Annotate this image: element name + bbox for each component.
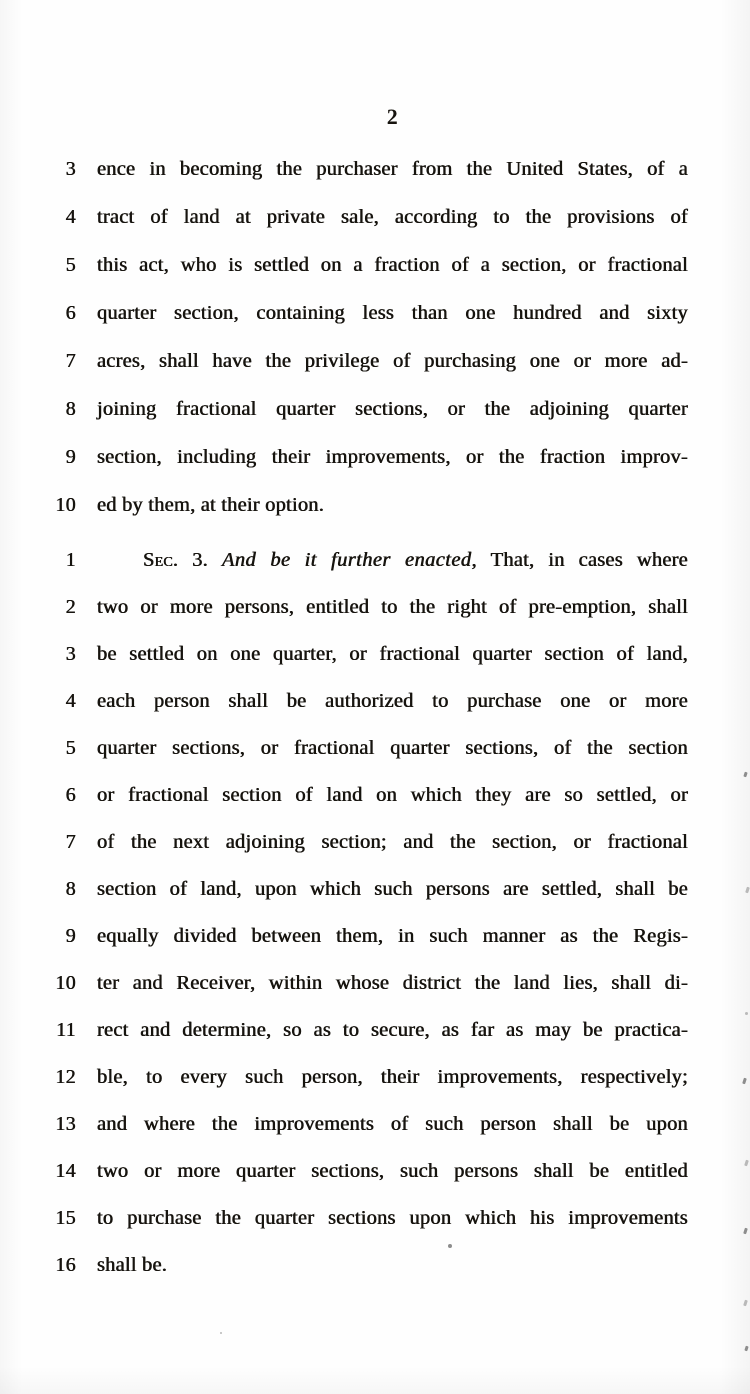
text-line (0, 433, 750, 481)
line-text: be settled on one quarter, or fractional quarter section of land, (97, 643, 688, 665)
text-line (0, 193, 750, 241)
line-number: 15 (55, 1207, 76, 1229)
line-text: ence in becoming the purchaser from the United States, of a (97, 158, 688, 180)
line-number: 9 (65, 446, 76, 468)
paragraph-section-2-continuation (0, 145, 750, 529)
line-number: 8 (65, 878, 76, 900)
scan-speck (745, 1012, 748, 1015)
text-line (0, 481, 750, 529)
line-number: 5 (65, 737, 76, 759)
line-number: 16 (55, 1254, 76, 1276)
line-number: 11 (56, 1019, 76, 1041)
page-number: 2 (386, 104, 399, 129)
line-number: 14 (55, 1160, 76, 1182)
line-text: two or more quarter sections, such persons shall be entitled (97, 1160, 688, 1182)
text-line (0, 866, 750, 913)
line-text: equally divided between them, in such manner as the Regis- (97, 925, 688, 947)
line-text: section of land, upon which such persons are settled, shall be (97, 878, 688, 900)
line-text: two or more persons, entitled to the right of pre-emption, shall (97, 596, 688, 618)
line-number: 3 (65, 643, 76, 665)
line-number: 6 (65, 784, 76, 806)
enacting-clause: And be it further enacted, (221, 549, 478, 571)
line-text: and where the improvements of such person shall be upon (97, 1113, 688, 1135)
line-text: or fractional section of land on which they are so settled, or (97, 784, 688, 806)
line-text: shall be. (97, 1254, 168, 1276)
line-number: 4 (65, 206, 76, 228)
line-text: ter and Receiver, within whose district the land lies, shall di- (97, 972, 688, 994)
line-number: 4 (65, 690, 76, 712)
line-text (97, 537, 688, 584)
text-line (0, 913, 750, 960)
text-line (0, 1148, 750, 1195)
line-number: 2 (65, 596, 76, 618)
text-line (0, 241, 750, 289)
line-text: to purchase the quarter sections upon which his improvements (97, 1207, 688, 1229)
text-line (0, 631, 750, 678)
scan-speck (448, 1244, 452, 1248)
line-text: each person shall be authorized to purchase one or more (97, 690, 688, 712)
line-number: 12 (55, 1066, 76, 1088)
line-number: 10 (55, 972, 76, 994)
line-text: joining fractional quarter sections, or the adjoining quarter (97, 398, 688, 420)
line-text: rect and determine, so as to secure, as far as may be practica- (97, 1019, 688, 1041)
text-line (0, 1195, 750, 1242)
text-line (0, 337, 750, 385)
line-number: 7 (65, 831, 76, 853)
text-line (0, 725, 750, 772)
scan-speck (220, 1332, 222, 1334)
paragraph-section-3 (0, 537, 750, 1289)
line-number: 3 (65, 158, 76, 180)
line-number: 9 (65, 925, 76, 947)
line-text: quarter section, containing less than one hundred and sixty (97, 302, 688, 324)
line-number: 6 (65, 302, 76, 324)
line-text: this act, who is settled on a fraction of a section, or fractional (97, 254, 688, 276)
line-number: 10 (55, 494, 76, 516)
line-number: 8 (65, 398, 76, 420)
line-text: tract of land at private sale, according to the provisions of (97, 206, 688, 228)
text-line (0, 145, 750, 193)
text-line (0, 1054, 750, 1101)
heading-rest: That, in cases where (477, 549, 688, 571)
text-line-section-heading (0, 537, 750, 584)
text-line (0, 1242, 750, 1289)
line-number: 7 (65, 350, 76, 372)
text-line (0, 772, 750, 819)
line-number: 5 (65, 254, 76, 276)
line-text: section, including their improvements, or the fraction improv- (97, 446, 688, 468)
text-line (0, 819, 750, 866)
text-line (0, 1101, 750, 1148)
section-label: Sec. 3. (143, 549, 222, 571)
line-text: acres, shall have the privilege of purchasing one or more ad- (97, 350, 688, 372)
text-line (0, 678, 750, 725)
text-line (0, 385, 750, 433)
line-number: 1 (65, 549, 76, 571)
line-number: 13 (55, 1113, 76, 1135)
text-line (0, 584, 750, 631)
line-text: of the next adjoining section; and the section, or fractional (97, 831, 688, 853)
line-text: ble, to every such person, their improvements, respectively; (97, 1066, 688, 1088)
line-text: quarter sections, or fractional quarter sections, of the section (97, 737, 688, 759)
text-line (0, 1007, 750, 1054)
text-line (0, 960, 750, 1007)
line-text: ed by them, at their option. (97, 494, 325, 516)
text-line (0, 289, 750, 337)
